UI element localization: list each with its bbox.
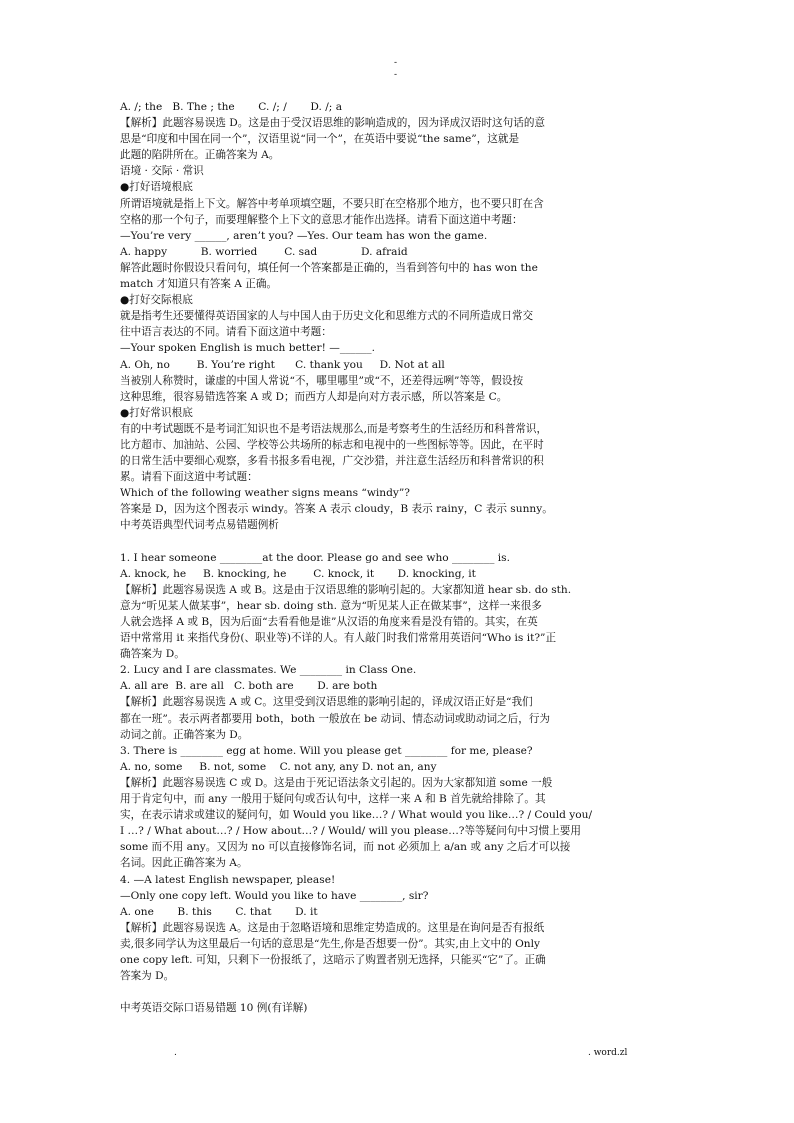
text-line: Which of the following weather signs means “windy”? [120, 487, 410, 500]
text-line: 【解析】此题容易误选 C 或 D。这是由于死记语法条文引起的。因为大家都知道 some 一般 [120, 776, 553, 789]
text-line: 当被别人称赞时，谦虚的中国人常说“不，哪里哪里”或“不，还差得远咧”等等，假设按 [120, 374, 524, 387]
text-line: 所谓语境就是指上下文。解答中考单项填空题，不要只盯在空格那个地方，也不要只盯在含 [120, 197, 544, 210]
text-line: A. happy B. worried C. sad D. afraid [120, 245, 408, 258]
text-line: 3. There is ________ egg at home. Will you please get ________ for me, please? [120, 744, 533, 757]
text-line: 此题的陷阱所在。正确答案为 A。 [120, 149, 280, 162]
text-line: 往中语言表达的不同。请看下面这道中考题： [120, 326, 332, 339]
text-line: 用于肯定句中，而 any 一般用于疑问句或否认句中，这样一来 A 和 B 首先就给排除了。其 [120, 793, 546, 806]
text-line: 名词。因此正确答案为 A。 [120, 857, 248, 870]
text-line [120, 984, 675, 1000]
text-line: ●打好语境根底 [120, 181, 193, 194]
text-line: 【解析】此题容易误选 A 或 C。这里受到汉语思维的影响引起的，译成汉语正好是“我们 [120, 696, 533, 709]
text-line: ●打好交际根底 [120, 294, 193, 307]
footer-left: . [174, 1048, 177, 1058]
footer-right: . word.zl [588, 1048, 628, 1058]
text-line: ●打好常识根底 [120, 406, 193, 419]
text-line: —Only one copy left. Would you like to have ________, sir? [120, 889, 429, 902]
text-line: 答案是 D，因为这个图表示 windy。答案 A 表示 cloudy，B 表示 rainy，C 表示 sunny。 [120, 503, 553, 516]
text-line: 空格的那一个句子，而要理解整个上下文的意思才能作出选择。请看下面这道中考题： [120, 213, 523, 226]
text-line: 的日常生活中要细心观察，多看书报多看电视，广交沙猎，并注意生活经历和科普常识的积 [120, 455, 544, 468]
text-line: 解答此题时你假设只看问句，填任何一个答案都是正确的，当看到答句中的 has won the [120, 261, 538, 274]
text-line: some 而不用 any。又因为 no 可以直接修饰名词，而 not 必须加上 a/an 或 any 之后才可以接 [120, 841, 571, 854]
text-line: A. Oh, no B. You’re right C. thank you D. Not at all [120, 358, 445, 371]
text-line [120, 534, 675, 550]
text-line: I …? / What about…? / How about…? / Would/ will you please…?等等疑问句中习惯上要用 [120, 825, 581, 838]
text-line: A. knock, he B. knocking, he C. knock, it D. knocking, it [120, 567, 476, 580]
text-line: 【解析】此题容易误选 A 或 B。这是由于汉语思维的影响引起的。大家都知道 hear sb. do sth. [120, 583, 572, 596]
text-line: 人就会选择 A 或 B，因为后面“去看看他是谁”从汉语的角度来看是没有错的。其实，在英 [120, 616, 538, 628]
text-line: one copy left. 可知，只剩下一份报纸了，这暗示了购置者别无选择，只能买“它”了。正确 [120, 953, 546, 966]
text-line: —You’re very ______, aren’t you? —Yes. Our team has won the game. [120, 229, 488, 242]
text-line: A. /; the B. The ; the C. /; / D. /; a [120, 101, 343, 113]
document-body [120, 99, 675, 1016]
text-line: 【解析】此题容易误选 D。这是由于受汉语思维的影响造成的，因为译成汉语时这句话的意 [120, 117, 546, 130]
text-line: 中考英语典型代词考点易错题例析 [120, 519, 279, 532]
text-line: 意为“听见某人做某事”，hear sb. doing sth. 意为“听见某人正在做某事”，这样一来很多 [120, 599, 542, 612]
text-line: 这种思维，很容易错选答案 A 或 D；而西方人却是向对方表示感，所以答案是 C。 [120, 390, 508, 403]
text-line: 累。请看下面这道中考试题： [120, 471, 258, 484]
text-line: 就是指考生还要懂得英语国家的人与中国人由于历史文化和思维方式的不同所造成日常交 [120, 310, 534, 323]
text-line: 2. Lucy and I are classmates. We ________ in Class One. [120, 664, 417, 677]
text-line: —Your spoken English is much better! —______. [120, 342, 375, 355]
text-line: A. all are B. are all C. both are D. are both [120, 680, 378, 693]
text-line: 【解析】此题容易误选 A。这是由于忽略语境和思维定势造成的。这里是在询问是否有报纸 [120, 921, 545, 934]
text-line: 4. —A latest English newspaper, please! [120, 873, 336, 886]
text-line: 都在一班”。表示两者都要用 both，both 一般放在 be 动词、情态动词或助动词之后，行为 [120, 712, 551, 725]
header-mark: - [394, 70, 398, 80]
text-line: 比方超市、加油站、公园、学校等公共场所的标志和电视中的一些图标等等。因此，在平时 [120, 438, 544, 451]
text-line: 思是“印度和中国在同一个”，汉语里说“同一个”，在英语中要说“the same”，这就是 [120, 133, 520, 146]
text-line: 卖,很多同学认为这里最后一句话的意思是“先生,你是否想要一份”。其实,由上文中的 Only [120, 937, 540, 950]
header-mark: - [394, 58, 398, 68]
text-line: 语中常常用 it 来指代身份(、职业等)不详的人。有人敲门时我们常常用英语问“Who is it?”正 [120, 632, 557, 645]
text-line: 实，在表示请求或建议的疑问句，如 Would you like…? / What would you like…? / Could you/ [120, 809, 593, 822]
text-line: A. no, some B. not, some C. not any, any D. not an, any [120, 760, 437, 773]
text-line: match 才知道只有答案 A 正确。 [120, 278, 278, 291]
text-line: 中考英语交际口语易错题 10 例(有详解) [120, 1002, 308, 1015]
text-line: 确答案为 D。 [120, 648, 185, 661]
text-line: 语境 · 交际 · 常识 [120, 165, 204, 178]
text-line: 1. I hear someone ________at the door. Please go and see who ________ is. [120, 551, 510, 564]
text-line: 动词之前。正确答案为 D。 [120, 728, 249, 741]
text-line: A. one B. this C. that D. it [120, 905, 318, 918]
text-line: 有的中考试题既不是考词汇知识也不是考语法规那么,而是考察考生的生活经历和科普常识， [120, 422, 548, 435]
text-line: 答案为 D。 [120, 970, 175, 983]
